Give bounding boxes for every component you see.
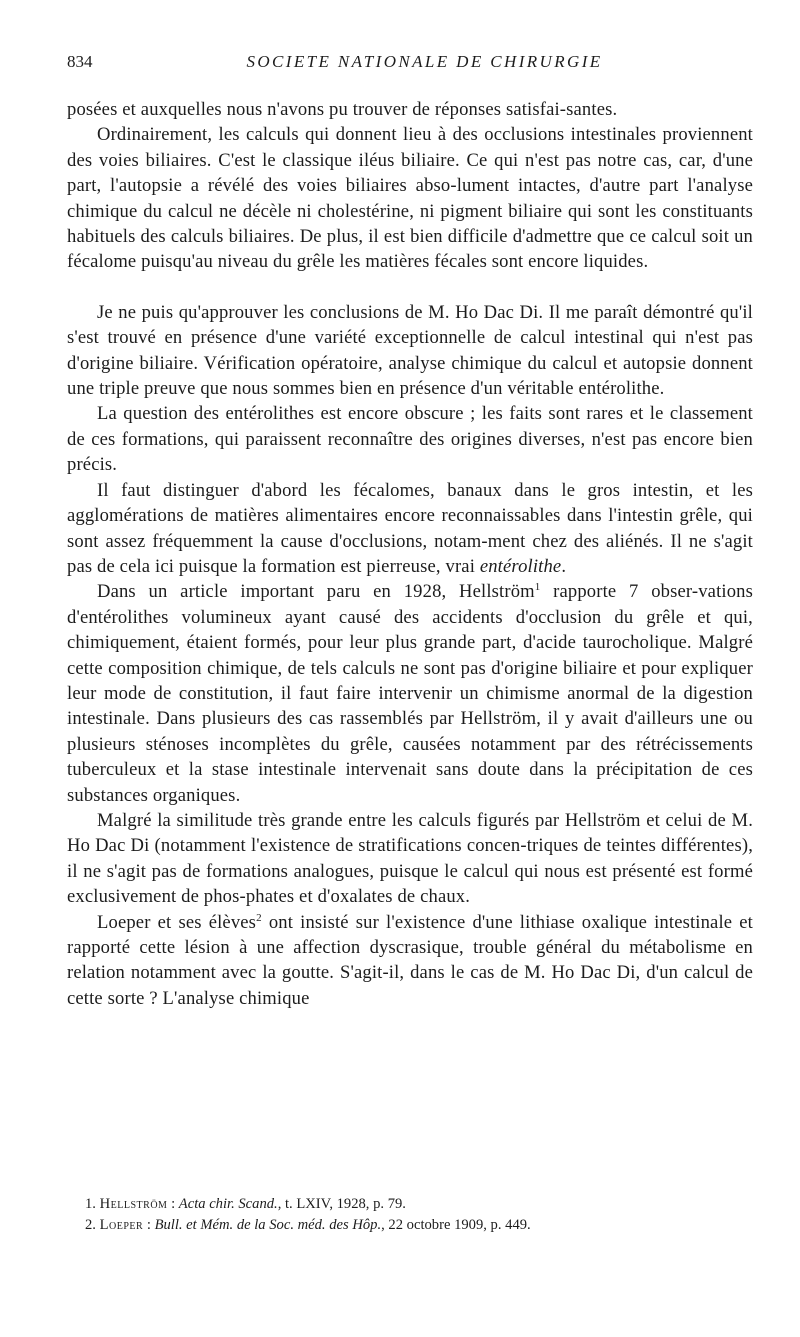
paragraph-8 [67,910,753,1012]
paragraph-2: Ordinairement, les calculs qui donnent lieu à des occlusions intestinales proviennent des voies biliaires. C'est le classique iléus biliaire. Ce qui n'est pas notre cas, car, d'une part, l'autopsie a révélé des voies biliaires abso-lument intactes, d'autre part l'analyse chimique du calcul ne décèle ni cholestérine, ni pigment biliaire qui sont les constituants habituels des calculs biliaires. De plus, il est bien difficile d'admettre que ce calcul soit un fécalome puisqu'au niveau du grêle les matières fécales sont encore liquides. [67,124,753,273]
paragraph-5-italic: entérolithe [479,555,562,577]
paragraph-6 [67,579,753,808]
footnote-1-details: , t. LXIV, 1928, p. 79. [277,1196,406,1212]
footnote-ref-1: 1 [534,581,541,594]
footnote-1-author: Hellström [99,1196,168,1212]
footnote-1-number: 1. [85,1196,96,1212]
paragraph-3: Je ne puis qu'approuver les conclusions de M. Ho Dac Di. Il me paraît démontré qu'il s'est trouvé en présence d'une variété exceptionnelle de calcul intestinal qui n'est pas d'origine biliaire. Vérification opératoire, analyse chimique du calcul et autopsie donnent une triple preuve que nous sommes bien en présence d'un véritable entérolithe. [67,301,753,400]
paragraph-8-start: Loeper et ses élèves [97,911,257,933]
paragraph-8-rest: ont insisté sur l'existence d'une lithiase oxalique intestinale et rapporté cette lésion à une affection dyscrasique, trouble général du métabolisme en relation notamment avec la goutte. S'agit-il, dans le cas de M. Ho Dac Di, d'un calcul de cette sorte ? L'analyse chimique [67,911,753,1009]
footnote-1-separator: : [167,1196,179,1212]
paragraph-6-rest: rapporte 7 obser-vations d'entérolithes volumineux ayant causé des accidents d'occlusion du grêle et qui, chimiquement, étaient formés, pour leur plus grande part, d'acide taurocholique. Malgré cette composition chimique, de tels calculs ne sont pas d'origine biliaire et pour expliquer leur mode de constitution, il faut faire intervenir un chimisme anormal de la digestion intestinale. Dans plusieurs des cas rassemblés par Hellström, il y avait d'ailleurs une ou plusieurs sténoses incomplètes du grêle, causées notamment par des rétrécissements tuberculeux et la stase intestinale intervenait sans doute dans la précipitation de ces substances organiques. [67,581,753,806]
page-header [67,52,752,76]
paragraph-4: La question des entérolithes est encore obscure ; les faits sont rares et le classement de ces formations, qui paraissent reconnaître des origines diverses, n'est pas encore bien précis. [67,403,753,476]
footnotes [85,1194,753,1236]
page-number: 834 [67,52,93,71]
body-text [67,97,753,1011]
footnote-2-source: Bull. et Mém. de la Soc. méd. des Hôp. [154,1217,382,1233]
footnote-ref-2: 2 [256,911,262,924]
running-title: SOCIETE NATIONALE DE CHIRURGIE [246,52,603,71]
paragraph-5-end: . [561,555,567,577]
paragraph-5-text: Il faut distinguer d'abord les fécalomes, banaux dans le gros intestin, et les agglomérations de matières alimentaires encore reconnaissables dans l'intestin grêle, qui sont assez fréquemment la cause d'occlusions, notam-ment chez des aliénés. Il ne s'agit pas de cela ici puisque la formation est pierreuse, vrai [67,479,753,577]
footnote-1-source: Acta chir. Scand. [178,1196,278,1212]
paragraph-6-start: Dans un article important paru en 1928, Hellström [97,581,535,603]
footnote-2-details: , 22 octobre 1909, p. 449. [381,1217,531,1233]
paragraph-1: posées et auxquelles nous n'avons pu trouver de réponses satisfai-santes. [67,99,618,120]
footnote-2-author: Loeper [99,1217,144,1233]
footnote-2-separator: : [143,1217,155,1233]
footnote-2 [85,1215,753,1236]
footnote-2-number: 2. [85,1217,96,1233]
paragraph-5 [67,478,753,580]
footnote-1 [85,1194,753,1215]
paragraph-7: Malgré la similitude très grande entre les calculs figurés par Hellström et celui de M. Ho Dac Di (notamment l'existence de stratifications concen-triques de teintes différentes), il ne s'agit pas de formations analogues, puisque le calcul qui nous est présenté est formé exclusivement de phos-phates et d'oxalates de chaux. [67,809,753,908]
